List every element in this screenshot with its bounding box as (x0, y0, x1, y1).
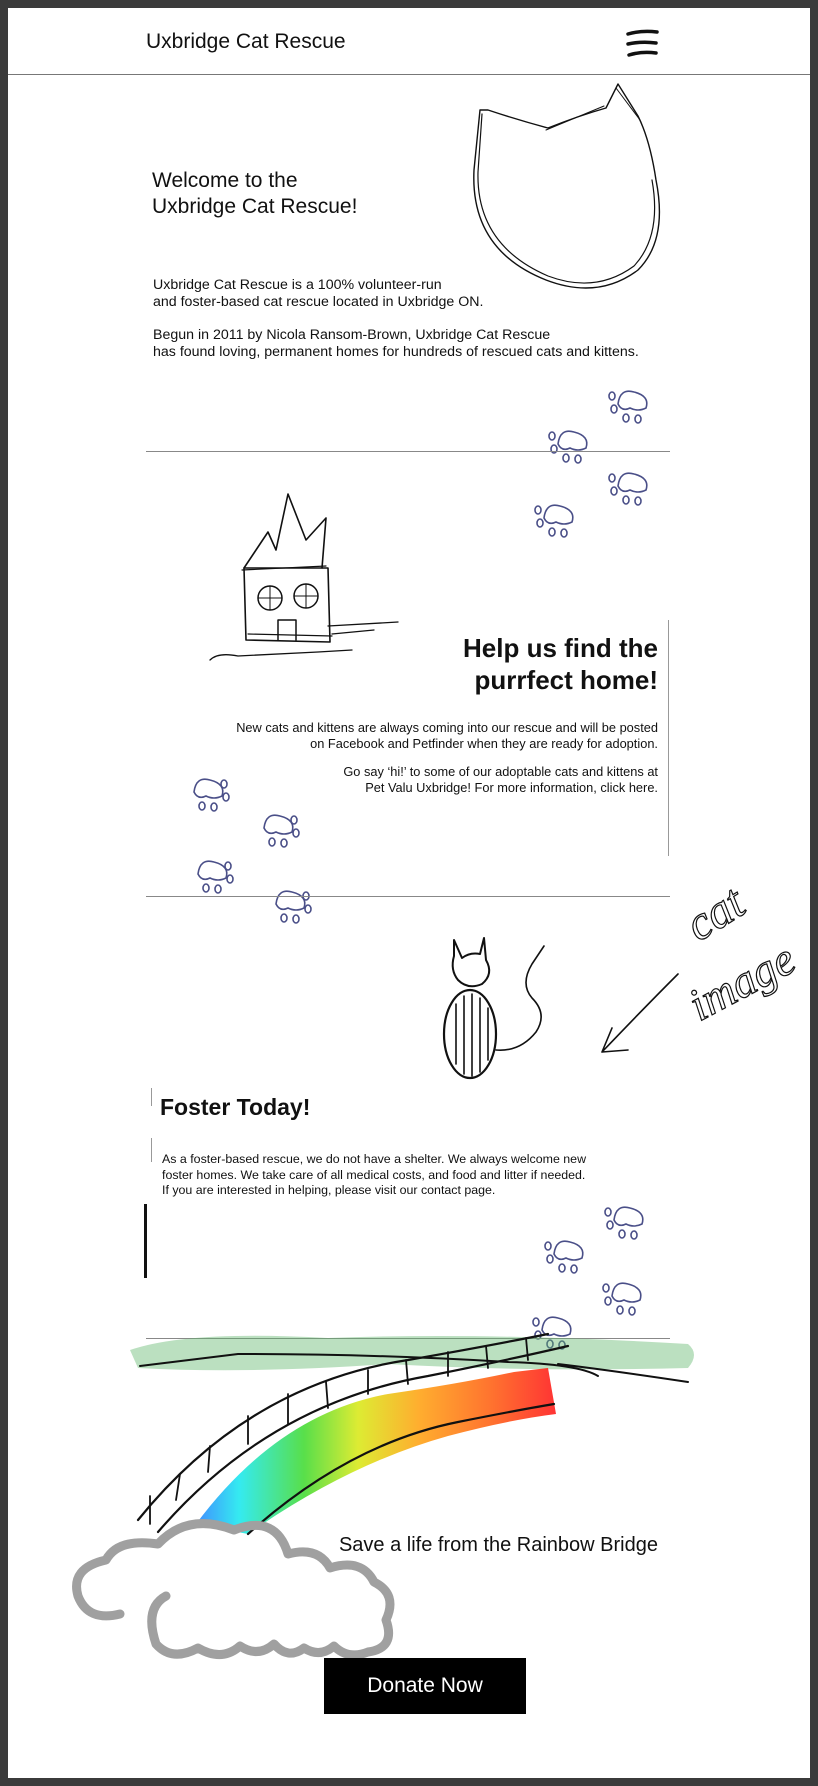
sitting-cat-icon (440, 934, 580, 1084)
cat-image-note (676, 864, 810, 1034)
vertical-divider (144, 1204, 147, 1278)
vertical-divider (151, 1088, 152, 1106)
site-title[interactable]: Uxbridge Cat Rescue (146, 30, 346, 53)
hamburger-menu-icon[interactable] (624, 24, 660, 64)
cloud-icon (48, 1498, 418, 1668)
paw-print-icon (528, 378, 668, 548)
welcome-paragraph-2: Begun in 2011 by Nicola Ransom-Brown, Uxbridge Cat Rescue has found loving, permanent homes for hundreds of rescued cats and kittens. (153, 327, 639, 360)
welcome-paragraph-1: Uxbridge Cat Rescue is a 100% volunteer-run and foster-based cat rescue located in Uxbridge ON. (153, 277, 484, 310)
header (8, 8, 810, 75)
vertical-divider (668, 620, 669, 856)
donate-button[interactable]: Donate Now (324, 1658, 526, 1714)
cat-head-icon (468, 80, 678, 298)
cat-image-note-line1: cat (676, 875, 754, 952)
cat-house-icon (198, 484, 418, 664)
section-divider (146, 896, 670, 897)
foster-paragraph[interactable]: As a foster-based rescue, we do not have a shelter. We always welcome new foster homes. We take care of all medical costs, and food and litter if needed. If you are interested in helping, please visit our contact page. (162, 1152, 587, 1197)
help-paragraph-1: New cats and kittens are always coming into our rescue and will be posted on Facebook and Petfinder when they are ready for adoption. (236, 720, 658, 751)
page (8, 8, 810, 1778)
foster-title: Foster Today! (160, 1094, 311, 1120)
cat-image-note-line2: image (680, 932, 804, 1031)
section-divider (146, 451, 670, 452)
arrow-icon (594, 968, 684, 1058)
paw-print-icon (174, 764, 324, 934)
help-title: Help us find the purrfect home! (463, 633, 658, 695)
vertical-divider (151, 1138, 152, 1162)
help-paragraph-2[interactable]: Go say ‘hi!’ to some of our adoptable cats and kittens at Pet Valu Uxbridge! For more information, click here. (343, 764, 658, 795)
rainbow-caption: Save a life from the Rainbow Bridge (338, 1534, 658, 1556)
welcome-title: Welcome to the Uxbridge Cat Rescue! (152, 169, 358, 218)
